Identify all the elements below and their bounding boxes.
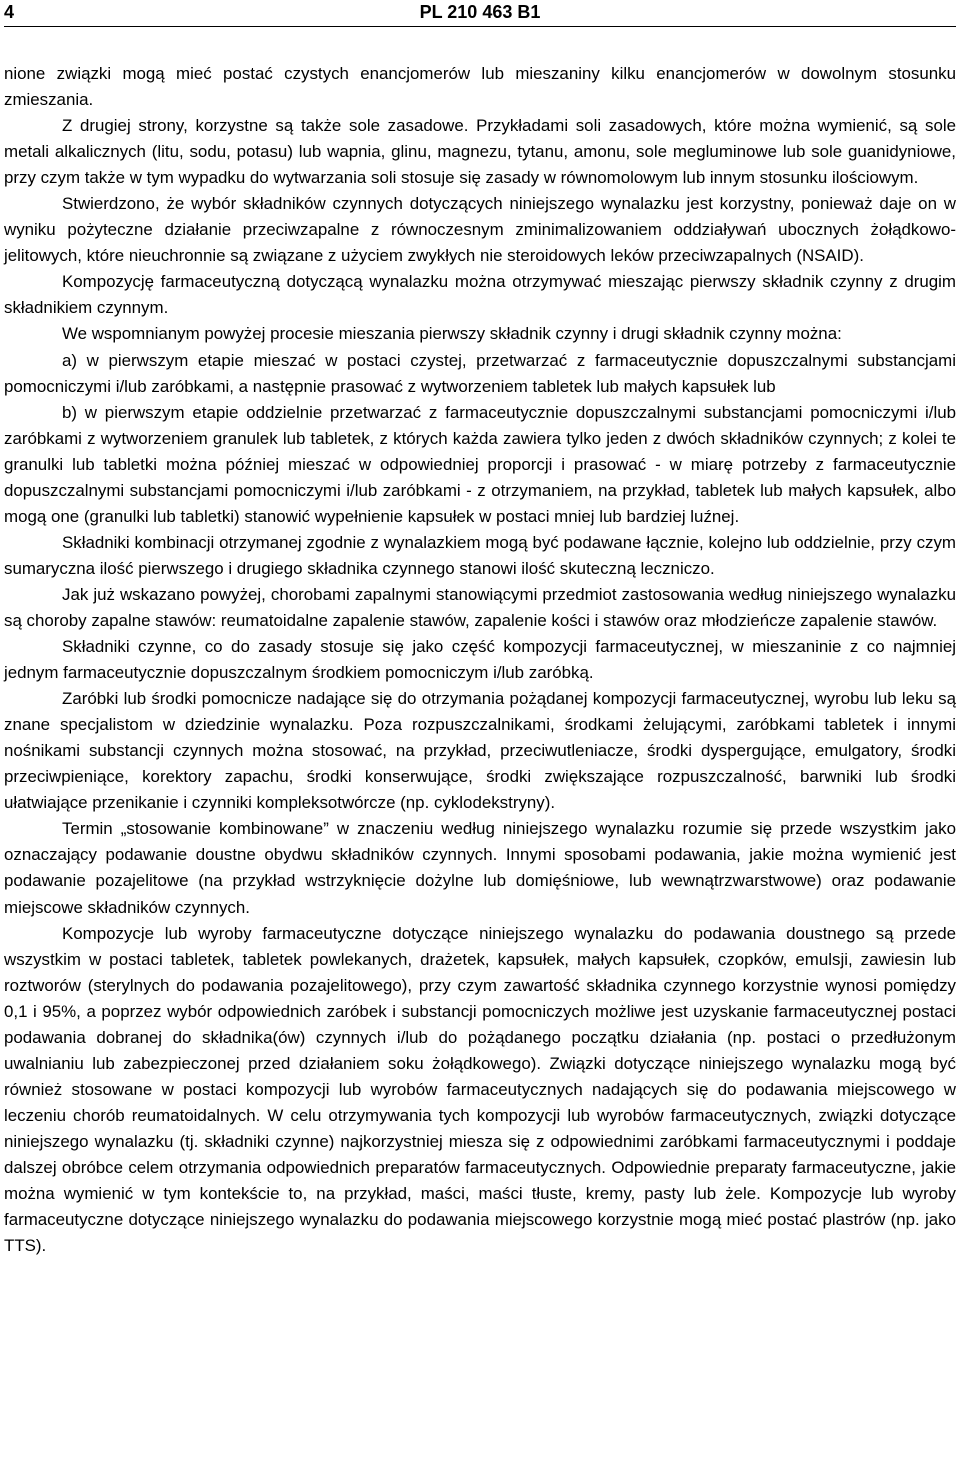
paragraph: Termin „stosowanie kombinowane” w znaczeniu według niniejszego wynalazku rozumie się przede wszystkim jako oznaczający podawanie doustne obydwu składników czynnych. Innymi sposobami podawania, jakie można wymienić jest podawanie pozajelitowe (na przykład wstrzyknięcie dożylne lub domięśniowe, lub wewnątrzwarstwowe) oraz podawanie miejscowe składników czynnych.	[4, 819, 956, 917]
paragraph: Składniki kombinacji otrzymanej zgodnie z wynalazkiem mogą być podawane łącznie, kolejno lub oddzielnie, przy czym sumaryczna ilość pierwszego i drugiego składnika czynnego stanowi ilość skuteczną leczniczo.	[4, 532, 956, 578]
page-number: 4	[4, 2, 15, 22]
paragraph: Stwierdzono, że wybór składników czynnych dotyczących niniejszego wynalazku jest korzystny, ponieważ daje on w wyniku pożyteczne działanie przeciwzapalne z równoczesnym zminimalizowaniem oddziaływań ubocznych żołądkowo-jelitowych, które nieuchronnie są związane z użyciem zwykłych nie steroidowych leków przeciwzapalnych (NSAID).	[4, 194, 956, 266]
paragraph: nione związki mogą mieć postać czystych enancjomerów lub mieszaniny kilku enancjomerów w dowolnym stosunku zmieszania.	[4, 64, 956, 110]
paragraph: Składniki czynne, co do zasady stosuje się jako część kompozycji farmaceutycznej, w mieszaninie z co najmniej jednym farmaceutycznie dopuszczalnym środkiem pomocniczym i/lub zaróbką.	[4, 637, 956, 683]
paragraph: a) w pierwszym etapie mieszać w postaci czystej, przetwarzać z farmaceutycznie dopuszczalnymi substancjami pomocniczymi i/lub zaróbkami, a następnie prasować z wytworzeniem tabletek lub małych kapsułek lub	[4, 350, 956, 396]
paragraph: Kompozycję farmaceutyczną dotyczącą wynalazku można otrzymywać mieszając pierwszy składnik czynny z drugim składnikiem czynnym.	[4, 272, 956, 318]
paragraph: Z drugiej strony, korzystne są także sole zasadowe. Przykładami soli zasadowych, które można wymienić, są sole metali alkalicznych (litu, sodu, potasu) lub wapnia, glinu, magnezu, tytanu, amonu, sole megluminowe lub sole guanidyniowe, przy czym także w tym wypadku do wytwarzania soli stosuje się zasady w równomolowym lub innym stosunku ilościowym.	[4, 116, 956, 188]
paragraph: b) w pierwszym etapie oddzielnie przetwarzać z farmaceutycznie dopuszczalnymi substancjami pomocniczymi i/lub zaróbkami z wytworzeniem granulek lub tabletek, z których każda zawiera tylko jeden z dwóch składników czynnych; z kolei te granulki lub tabletki można później mieszać w odpowiedniej proporcji i prasować - w miarę potrzeby z farmaceutycznie dopuszczalnymi substancjami pomocniczymi i/lub zaróbkami - z otrzymaniem, na przykład, tabletek lub małych kapsułek, albo mogą one (granulki lub tabletki) stanowić wypełnienie kapsułek w postaci mniej lub bardziej luźnej.	[4, 402, 956, 526]
patent-id: PL 210 463 B1	[419, 2, 541, 22]
paragraph: Zaróbki lub środki pomocnicze nadające się do otrzymania pożądanej kompozycji farmaceutycznej, wyrobu lub leku są znane specjalistom w dziedzinie wynalazku. Poza rozpuszczalnikami, środkami żelującymi, zaróbkami tabletek i innymi nośnikami substancji czynnych można stosować, na przykład, przeciwutleniacze, środki dyspergujące, emulgatory, środki przeciwpieniące, korektory zapachu, środki konserwujące, środki zwiększające rozpuszczalność, barwniki lub środki ułatwiające przenikanie i czynniki kompleksotwórcze (np. cyklodekstryny).	[4, 689, 956, 813]
paragraph: Jak już wskazano powyżej, chorobami zapalnymi stanowiącymi przedmiot zastosowania według niniejszego wynalazku są choroby zapalne stawów: reumatoidalne zapalenie stawów, zapalenie kości i stawów oraz młodzieńcze zapalenie stawów.	[4, 584, 956, 630]
document-body	[4, 27, 956, 1259]
paragraph: Kompozycje lub wyroby farmaceutyczne dotyczące niniejszego wynalazku do podawania doustnego są przede wszystkim w postaci tabletek, tabletek powlekanych, drażetek, kapsułek, małych kapsułek, czopków, emulsji, zawiesin lub roztworów (sterylnych do podawania pozajelitowego), przy czym zawartość składnika czynnego korzystnie wynosi pomiędzy 0,1 i 95%, a poprzez wybór odpowiednich zaróbek i substancji pomocniczych możliwe jest uzyskanie farmaceutycznej postaci podawania dobranej do składnika(ów) czynnych i/lub do pożądanego początku działania (np. postaci o przedłużonym uwalnianiu lub zabezpieczonej przed działaniem soku żołądkowego). Związki dotyczące niniejszego wynalazku mogą być również stosowane w postaci kompozycji lub wyrobów farmaceutycznych nadających się do podawania miejscowego w leczeniu chorób reumatoidalnych. W celu otrzymywania tych kompozycji lub wyrobów farmaceutycznych, związki dotyczące niniejszego wynalazku (tj. składniki czynne) najkorzystniej miesza się z odpowiednimi zaróbkami farmaceutycznymi i poddaje dalszej obróbce celem otrzymania odpowiednich preparatów farmaceutycznych. Odpowiednie preparaty farmaceutyczne, jakie można wymienić w tym kontekście to, na przykład, maści, maści tłuste, kremy, pasty lub żele. Kompozycje lub wyroby farmaceutyczne dotyczące niniejszego wynalazku do podawania miejscowego korzystnie mogą mieć postać plastrów (np. jako TTS).	[4, 923, 956, 1256]
paragraph: We wspomnianym powyżej procesie mieszania pierwszy składnik czynny i drugi składnik czynny można:	[62, 324, 842, 344]
page-header	[4, 0, 956, 27]
